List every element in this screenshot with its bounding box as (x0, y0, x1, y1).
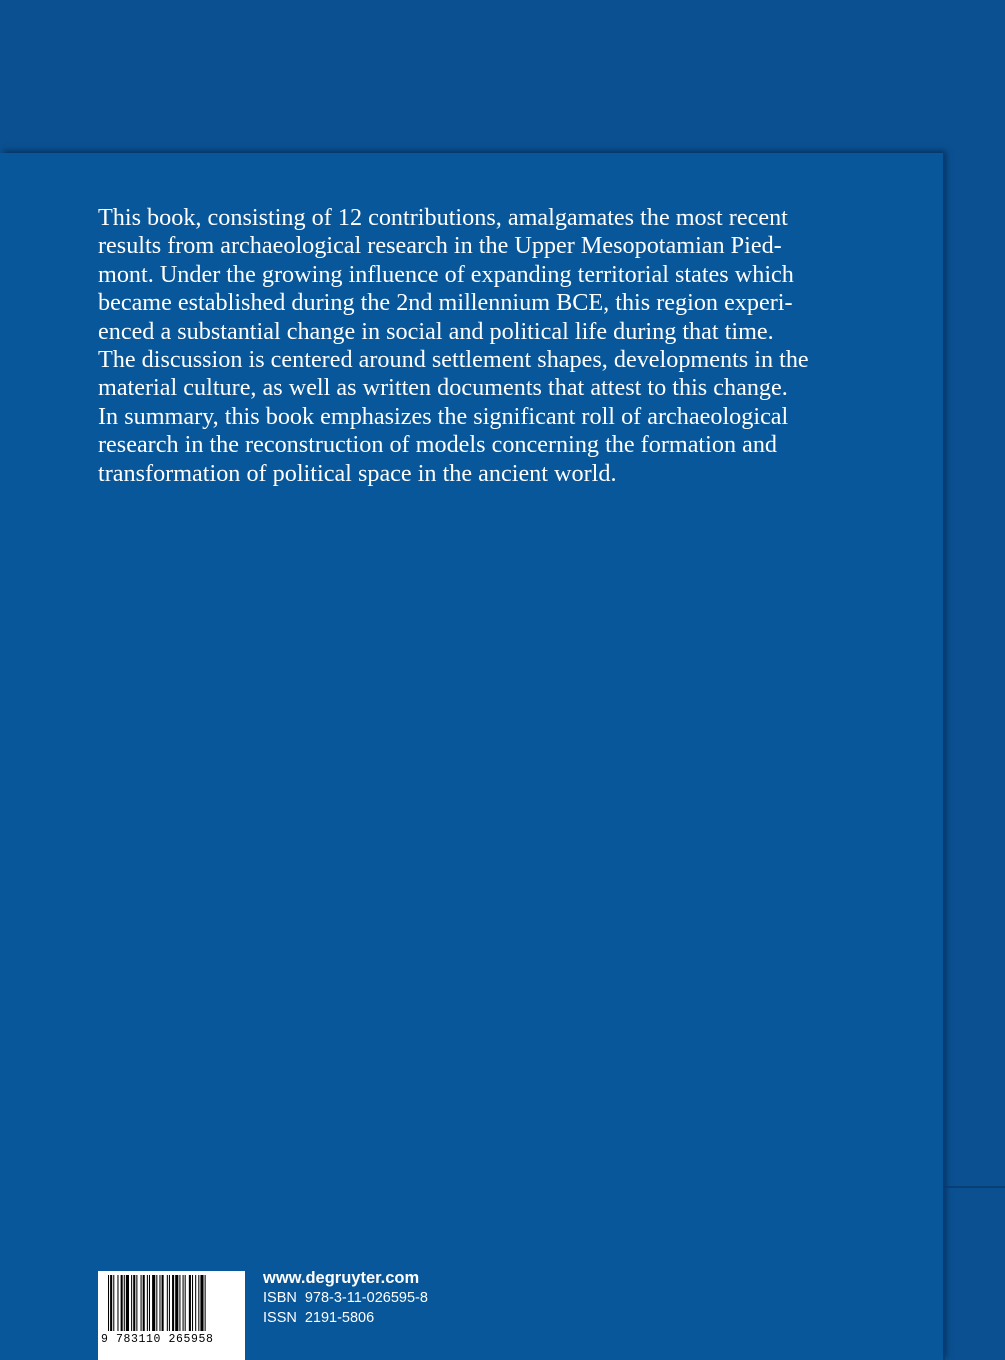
barcode-bar (126, 1275, 129, 1331)
blurb-line: This book, consisting of 12 contributions, amalgamates the most recent (98, 204, 788, 231)
barcode-bar (131, 1275, 132, 1331)
barcode-bar (156, 1275, 157, 1331)
isbn-value: 978-3-11-026595-8 (304, 1290, 428, 1306)
issn-line (263, 1308, 428, 1328)
barcode-bar (189, 1275, 191, 1331)
barcode-bar (133, 1275, 135, 1331)
issn-value: 2191-5806 (304, 1310, 375, 1326)
blurb-line: became established during the 2nd millennium BCE, this region experi- (98, 289, 793, 317)
panel-lower-edge (943, 1186, 1005, 1188)
barcode-bar (143, 1275, 145, 1331)
barcode-bar (205, 1275, 206, 1331)
panel-right-edge (943, 153, 945, 1360)
barcode-bar (200, 1275, 203, 1331)
barcode-bar (110, 1275, 112, 1331)
barcode-bar (141, 1275, 142, 1331)
blurb-line: enced a substantial change in social and political life during that time. (98, 317, 774, 345)
barcode-bar (172, 1275, 174, 1331)
barcode-bar (183, 1275, 184, 1331)
blurb-line: research in the reconstruction of models concerning the formation and (98, 431, 778, 459)
barcode-bars (98, 1271, 245, 1360)
barcode-bar (108, 1275, 109, 1331)
barcode-bar (175, 1275, 178, 1331)
blurb-line: mont. Under the growing influence of expanding territorial states which (98, 260, 794, 288)
barcode-bar (124, 1275, 125, 1331)
barcode-bar (198, 1275, 199, 1331)
barcode-bar (152, 1275, 155, 1331)
barcode-bar (192, 1275, 193, 1331)
blurb-line: material culture, as well as written documents that attest to this change. (98, 374, 788, 402)
barcode-bar (117, 1275, 118, 1331)
barcode-bar (113, 1275, 114, 1331)
barcode-bar (179, 1275, 180, 1331)
barcode-bar (185, 1275, 186, 1331)
isbn-barcode (98, 1271, 245, 1360)
barcode-bar (159, 1275, 160, 1331)
barcode-bar (169, 1275, 170, 1331)
barcode-bar (162, 1275, 164, 1331)
blurb-line: The discussion is centered around settlement shapes, developments in the (98, 346, 809, 374)
barcode-bar (121, 1275, 123, 1331)
blurb-line: In summary, this book emphasizes the significant roll of archaeological (98, 402, 789, 430)
barcode-bar (167, 1275, 168, 1331)
barcode-bar (136, 1275, 137, 1331)
blurb-text (98, 204, 868, 488)
isbn-line (263, 1288, 428, 1308)
issn-label: ISSN (263, 1310, 297, 1326)
barcode-bar (195, 1275, 196, 1331)
publisher-info (263, 1268, 428, 1328)
barcode-digits: 9 783110 265958 (101, 1333, 214, 1346)
barcode-bar (147, 1275, 148, 1331)
blurb-line: results from archaeological research in the Upper Mesopotamian Pied- (98, 232, 782, 260)
barcode-bar (149, 1275, 150, 1331)
blurb-line: transformation of political space in the ancient world. (98, 459, 617, 487)
publisher-url[interactable]: www.degruyter.com (263, 1269, 420, 1287)
isbn-label: ISBN (263, 1290, 297, 1306)
